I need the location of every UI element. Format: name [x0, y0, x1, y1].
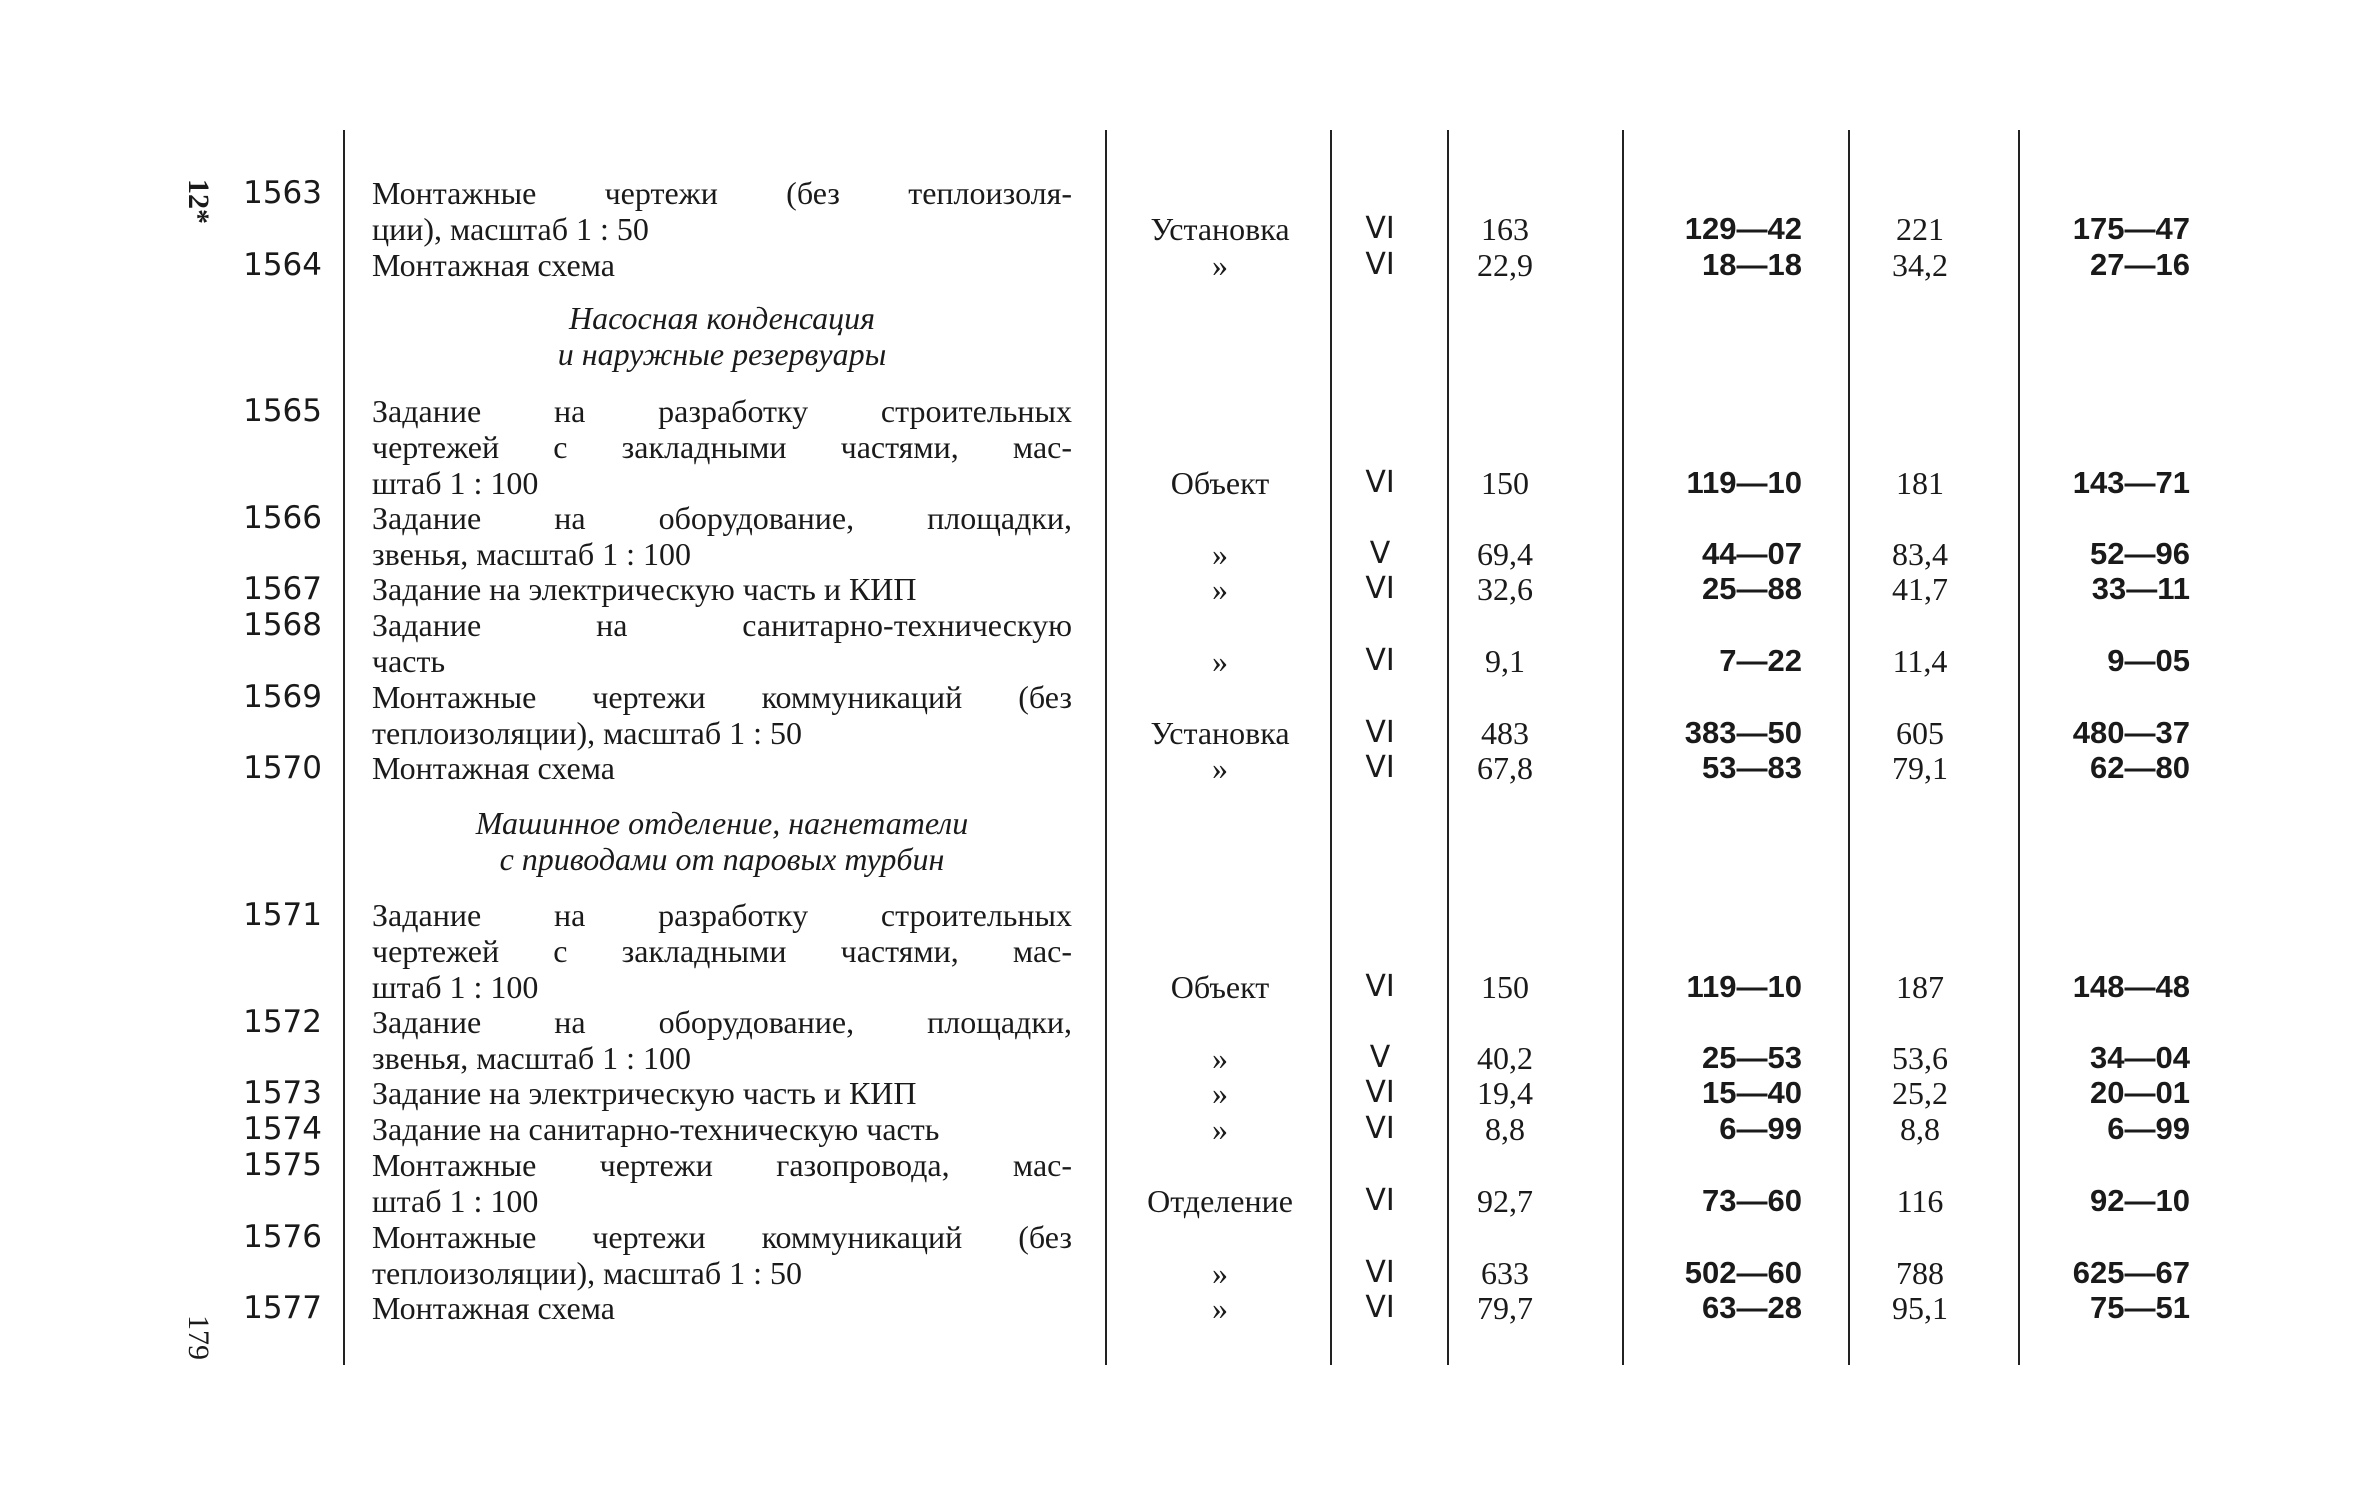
price-col-1: 383—50: [1684, 715, 1802, 750]
item-description-line: теплоизоляции), масштаб 1 : 50: [372, 1255, 802, 1291]
complexity-category: VI: [1365, 1290, 1395, 1325]
price-col-1: 25—53: [1702, 1040, 1802, 1075]
price-col-2: 143—71: [2072, 465, 2190, 500]
price-col-2: 480—37: [2072, 715, 2190, 750]
value-col-1: 79,7: [1477, 1290, 1533, 1326]
item-number: 1572: [243, 1004, 322, 1040]
value-col-1: 22,9: [1477, 247, 1533, 283]
item-number: 1571: [243, 897, 322, 933]
price-col-2: 27—16: [2090, 247, 2190, 282]
item-number: 1569: [243, 679, 322, 715]
complexity-category: VI: [1365, 571, 1395, 606]
value-col-1: 32,6: [1477, 571, 1533, 607]
section-heading: Машинное отделение, нагнетатели: [475, 805, 969, 841]
item-description-line: Задание на электрическую часть и КИП: [372, 571, 917, 607]
item-description-line: Монтажные чертежи коммуникаций (без: [372, 1219, 1072, 1255]
value-col-1: 69,4: [1477, 536, 1533, 572]
item-description-line: Задание на оборудование, площадки,: [372, 1004, 1072, 1040]
complexity-category: V: [1369, 536, 1391, 571]
unit-of-measure: »: [1212, 247, 1228, 283]
price-col-1: 6—99: [1719, 1111, 1802, 1146]
item-number: 1575: [243, 1147, 322, 1183]
item-description-line: Монтажная схема: [372, 750, 615, 786]
value-col-1: 150: [1481, 465, 1529, 501]
complexity-category: VI: [1365, 750, 1395, 785]
price-col-2: 33—11: [2091, 571, 2190, 606]
item-description-line: ции), масштаб 1 : 50: [372, 211, 649, 247]
unit-of-measure: Установка: [1150, 715, 1290, 751]
item-number: 1570: [243, 750, 322, 786]
complexity-category: V: [1369, 1040, 1391, 1075]
price-col-1: 7—22: [1719, 643, 1802, 678]
price-col-2: 175—47: [2072, 211, 2190, 246]
item-description-line: Монтажные чертежи коммуникаций (без: [372, 679, 1072, 715]
price-col-1: 15—40: [1702, 1075, 1802, 1110]
unit-of-measure: »: [1212, 1075, 1228, 1111]
unit-of-measure: »: [1212, 1111, 1228, 1147]
item-description-line: Задание на электрическую часть и КИП: [372, 1075, 917, 1111]
item-description-line: штаб 1 : 100: [372, 969, 539, 1005]
complexity-category: VI: [1365, 969, 1395, 1004]
value-col-1: 8,8: [1485, 1111, 1525, 1147]
value-col-2: 34,2: [1892, 247, 1948, 283]
item-number: 1577: [243, 1290, 322, 1326]
value-col-2: 83,4: [1892, 536, 1948, 572]
unit-of-measure: Объект: [1170, 969, 1270, 1005]
complexity-category: VI: [1365, 643, 1395, 678]
complexity-category: VI: [1365, 1183, 1395, 1218]
unit-of-measure: Установка: [1150, 211, 1290, 247]
value-col-2: 788: [1896, 1255, 1944, 1291]
item-number: 1574: [243, 1111, 322, 1147]
price-col-2: 625—67: [2072, 1255, 2190, 1290]
value-col-2: 25,2: [1892, 1075, 1948, 1111]
price-col-1: 63—28: [1702, 1290, 1802, 1325]
section-heading: Насосная конденсация: [569, 300, 875, 336]
unit-of-measure: »: [1212, 536, 1228, 572]
value-col-2: 605: [1896, 715, 1944, 751]
signature-mark: 12*: [182, 179, 215, 224]
price-col-1: 53—83: [1702, 750, 1802, 785]
complexity-category: VI: [1365, 1255, 1395, 1290]
complexity-category: VI: [1365, 211, 1395, 246]
price-col-2: 34—04: [2090, 1040, 2190, 1075]
unit-of-measure: »: [1212, 1290, 1228, 1326]
section-heading: и наружные резервуары: [557, 336, 887, 372]
price-col-2: 148—48: [2072, 969, 2190, 1004]
price-col-2: 52—96: [2090, 536, 2190, 571]
value-col-1: 9,1: [1485, 643, 1525, 679]
item-description-line: чертежей с закладными частями, мас-: [372, 429, 1072, 465]
price-col-2: 92—10: [2090, 1183, 2190, 1218]
item-description-line: штаб 1 : 100: [372, 465, 539, 501]
price-col-1: 25—88: [1702, 571, 1802, 606]
price-col-2: 20—01: [2090, 1075, 2190, 1110]
price-col-2: 9—05: [2107, 643, 2190, 678]
unit-of-measure: Отделение: [1147, 1183, 1293, 1219]
value-col-2: 79,1: [1892, 750, 1948, 786]
complexity-category: VI: [1365, 465, 1395, 500]
item-description-line: чертежей с закладными частями, мас-: [372, 933, 1072, 969]
value-col-1: 163: [1481, 211, 1529, 247]
value-col-1: 92,7: [1477, 1183, 1533, 1219]
value-col-2: 181: [1896, 465, 1944, 501]
value-col-2: 8,8: [1900, 1111, 1940, 1147]
unit-of-measure: Объект: [1170, 465, 1270, 501]
value-col-1: 19,4: [1477, 1075, 1533, 1111]
value-col-2: 187: [1896, 969, 1944, 1005]
item-description-line: звенья, масштаб 1 : 100: [372, 1040, 692, 1076]
unit-of-measure: »: [1212, 1255, 1228, 1291]
item-description-line: Монтажные чертежи (без теплоизоля-: [372, 175, 1072, 211]
unit-of-measure: »: [1212, 571, 1228, 607]
price-col-1: 44—07: [1702, 536, 1802, 571]
price-col-1: 18—18: [1702, 247, 1802, 282]
value-col-1: 150: [1481, 969, 1529, 1005]
item-number: 1564: [243, 247, 322, 283]
price-col-1: 119—10: [1686, 465, 1802, 500]
unit-of-measure: »: [1212, 750, 1228, 786]
unit-of-measure: »: [1212, 643, 1228, 679]
item-description-line: Задание на разработку строительных: [372, 393, 1072, 429]
value-col-2: 116: [1896, 1183, 1944, 1219]
item-description-line: Задание на разработку строительных: [372, 897, 1072, 933]
page-number: 179: [182, 1315, 215, 1360]
item-description-line: часть: [372, 643, 446, 679]
price-col-2: 62—80: [2090, 750, 2190, 785]
unit-of-measure: »: [1212, 1040, 1228, 1076]
value-col-2: 41,7: [1892, 571, 1948, 607]
value-col-1: 633: [1481, 1255, 1529, 1291]
item-description-line: звенья, масштаб 1 : 100: [372, 536, 692, 572]
item-description-line: Задание на оборудование, площадки,: [372, 500, 1072, 536]
item-description-line: Задание на санитарно-техническую часть: [372, 1111, 940, 1147]
price-col-1: 73—60: [1702, 1183, 1802, 1218]
price-col-1: 502—60: [1684, 1255, 1802, 1290]
price-col-2: 75—51: [2090, 1290, 2190, 1325]
item-description-line: Задание на санитарно-техническую: [372, 607, 1072, 643]
item-description-line: Монтажные чертежи газопровода, мас-: [372, 1147, 1072, 1183]
item-description-line: теплоизоляции), масштаб 1 : 50: [372, 715, 802, 751]
item-description-line: штаб 1 : 100: [372, 1183, 539, 1219]
item-number: 1573: [243, 1075, 322, 1111]
value-col-2: 11,4: [1892, 643, 1948, 679]
item-number: 1576: [243, 1219, 322, 1255]
price-col-1: 119—10: [1686, 969, 1802, 1004]
price-col-1: 129—42: [1684, 211, 1802, 246]
complexity-category: VI: [1365, 715, 1395, 750]
value-col-2: 53,6: [1892, 1040, 1948, 1076]
item-number: 1565: [243, 393, 322, 429]
item-number: 1566: [243, 500, 322, 536]
value-col-1: 483: [1481, 715, 1529, 751]
complexity-category: VI: [1365, 247, 1395, 282]
item-number: 1567: [243, 571, 322, 607]
item-number: 1563: [243, 175, 322, 211]
complexity-category: VI: [1365, 1111, 1395, 1146]
value-col-2: 221: [1896, 211, 1944, 247]
item-description-line: Монтажная схема: [372, 1290, 615, 1326]
complexity-category: VI: [1365, 1075, 1395, 1110]
value-col-1: 40,2: [1477, 1040, 1533, 1076]
item-description-line: Монтажная схема: [372, 247, 615, 283]
value-col-1: 67,8: [1477, 750, 1533, 786]
value-col-2: 95,1: [1892, 1290, 1948, 1326]
price-col-2: 6—99: [2107, 1111, 2190, 1146]
section-heading: с приводами от паровых турбин: [499, 841, 945, 877]
item-number: 1568: [243, 607, 322, 643]
